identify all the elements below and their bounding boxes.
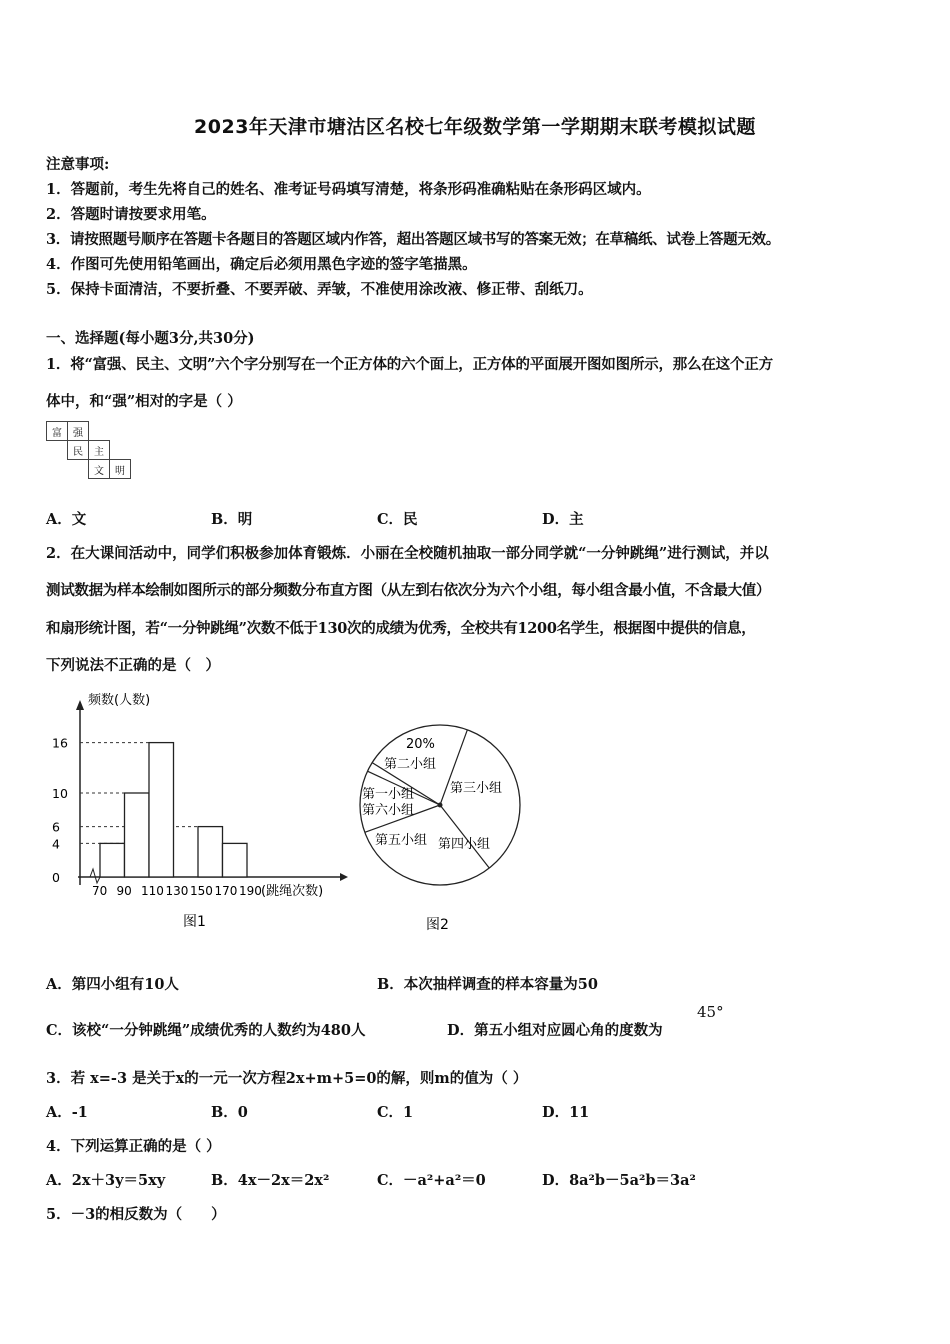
q3-option-d: D．11 [542, 1104, 590, 1121]
q3-option-b: B．0 [211, 1104, 248, 1121]
q2-option-c: C．该校“一分钟跳绳”成绩优秀的人数约为480人 [46, 1022, 366, 1039]
net-cell: 主 [89, 441, 110, 460]
section-heading: 一、选择题(每小题3分,共30分) [46, 330, 255, 347]
q3-option-a: A．-1 [46, 1104, 88, 1121]
y-tick-label: 0 [52, 870, 60, 885]
x-tick-label: 190 [239, 884, 262, 898]
q2-option-d-angle: 45° [697, 1003, 724, 1021]
y-axis-label: 频数(人数) [88, 693, 151, 708]
pie-label: 第一小组 [362, 787, 415, 802]
chart-title: 图1 [183, 914, 206, 930]
net-cell: 明 [110, 460, 131, 479]
axis-break [90, 869, 100, 883]
x-axis-arrow [340, 873, 348, 881]
pie-label: 第三小组 [450, 781, 503, 796]
pie-label: 第四小组 [438, 837, 491, 852]
net-cell: 民 [68, 441, 89, 460]
notice-item-2: 2．答题时请按要求用笔。 [46, 206, 216, 223]
histogram-chart [40, 680, 380, 945]
net-blank [68, 460, 89, 479]
q3-stem: 3．若 x=-3 是关于x的一元一次方程2x+m+5=0的解，则m的值为（ ） [46, 1070, 528, 1087]
q2-option-a: A．第四小组有10人 [46, 976, 179, 993]
q4-option-c: C．－a²+a²＝0 [377, 1172, 486, 1189]
x-tick-label: 110 [141, 884, 164, 898]
q2-option-b: B．本次抽样调查的样本容量为50 [377, 976, 598, 993]
q2-stem-line1: 2．在大课间活动中，同学们积极参加体育锻炼．小丽在全校随机抽取一部分同学就“一分钟跳绳”进行测试，并以 [46, 545, 769, 562]
q1-stem-line1: 1．将“富强、民主、文明”六个字分别写在一个正方体的六个面上，正方体的平面展开图如图所示，那么在这个正方 [46, 356, 773, 373]
y-tick-label: 4 [52, 836, 60, 852]
q3-option-c: C．1 [377, 1104, 414, 1121]
net-blank [110, 441, 131, 460]
q1-stem-line2: 体中，和“强”相对的字是（ ） [46, 393, 242, 410]
net-blank [89, 422, 110, 441]
notice-heading: 注意事项: [46, 156, 110, 173]
net-cell: 强 [68, 422, 89, 441]
net-cell: 文 [89, 460, 110, 479]
page-title: 2023年天津市塘沽区名校七年级数学第一学期期末联考模拟试题 [194, 116, 756, 138]
pie-annotation: 20% [406, 737, 435, 752]
pie-center [438, 803, 443, 808]
q2-stem-line3: 和扇形统计图，若“一分钟跳绳”次数不低于130次的成绩为优秀，全校共有1200名学生，根据图中提供的信息， [46, 620, 756, 637]
q1-option-d: D．主 [542, 511, 584, 528]
pie-label: 第二小组 [384, 757, 437, 772]
histogram-bar [149, 743, 174, 877]
q1-option-a: A．文 [46, 511, 87, 528]
net-blank [47, 460, 68, 479]
cube-net [46, 421, 131, 479]
q4-option-d: D．8a²b－5a²b＝3a² [542, 1172, 696, 1189]
x-tick-label: 150 [190, 884, 213, 898]
histogram-bar [125, 793, 150, 877]
histogram-bar [100, 843, 125, 877]
chart-title: 图2 [426, 917, 449, 933]
y-tick-label: 10 [52, 786, 68, 801]
y-axis-arrow [76, 700, 84, 710]
x-tick-label: 70 [92, 884, 108, 898]
q1-option-c: C．民 [377, 511, 418, 528]
notice-item-4: 4．作图可先使用铅笔画出，确定后必须用黑色字迹的签字笔描黑。 [46, 256, 477, 273]
q2-stem-line2: 测试数据为样本绘制如图所示的部分频数分布直方图（从左到右依次分为六个小组，每小组含最小值，不含最大值） [46, 582, 771, 599]
pie-label: 第六小组 [362, 803, 415, 818]
y-tick-label: 6 [52, 819, 60, 835]
q2-stem-line4: 下列说法不正确的是（ ） [46, 657, 220, 674]
x-tick-label: 90 [116, 884, 132, 898]
pie-label: 第五小组 [375, 833, 428, 848]
notice-item-1: 1．答题前，考生先将自己的姓名、准考证号码填写清楚，将条形码准确粘贴在条形码区域内。 [46, 181, 651, 198]
notice-item-5: 5．保持卡面清洁，不要折叠、不要弄破、弄皱，不准使用涂改液、修正带、刮纸刀。 [46, 281, 593, 298]
q5-stem: 5．－3的相反数为（ ） [46, 1206, 226, 1223]
y-tick-label: 16 [52, 735, 68, 751]
net-cell: 富 [47, 422, 68, 441]
x-axis-label: (跳绳次数) [261, 884, 324, 899]
q4-stem: 4．下列运算正确的是（ ） [46, 1138, 221, 1155]
pie-chart [350, 710, 540, 940]
q4-option-a: A．2x＋3y＝5xy [46, 1172, 166, 1189]
net-blank [47, 441, 68, 460]
x-tick-label: 170 [214, 884, 238, 898]
q1-option-b: B．明 [211, 511, 253, 528]
q4-option-b: B．4x－2x＝2x² [211, 1172, 330, 1189]
x-tick-label: 130 [165, 884, 189, 898]
histogram-bar [198, 827, 223, 877]
net-blank [110, 422, 131, 441]
notice-item-3: 3．请按照题号顺序在答题卡各题目的答题区域内作答，超出答题区域书写的答案无效；在草稿纸、试卷上答题无效。 [46, 231, 780, 248]
histogram-bar [223, 843, 248, 877]
q2-option-d: D．第五小组对应圆心角的度数为 [447, 1022, 663, 1039]
